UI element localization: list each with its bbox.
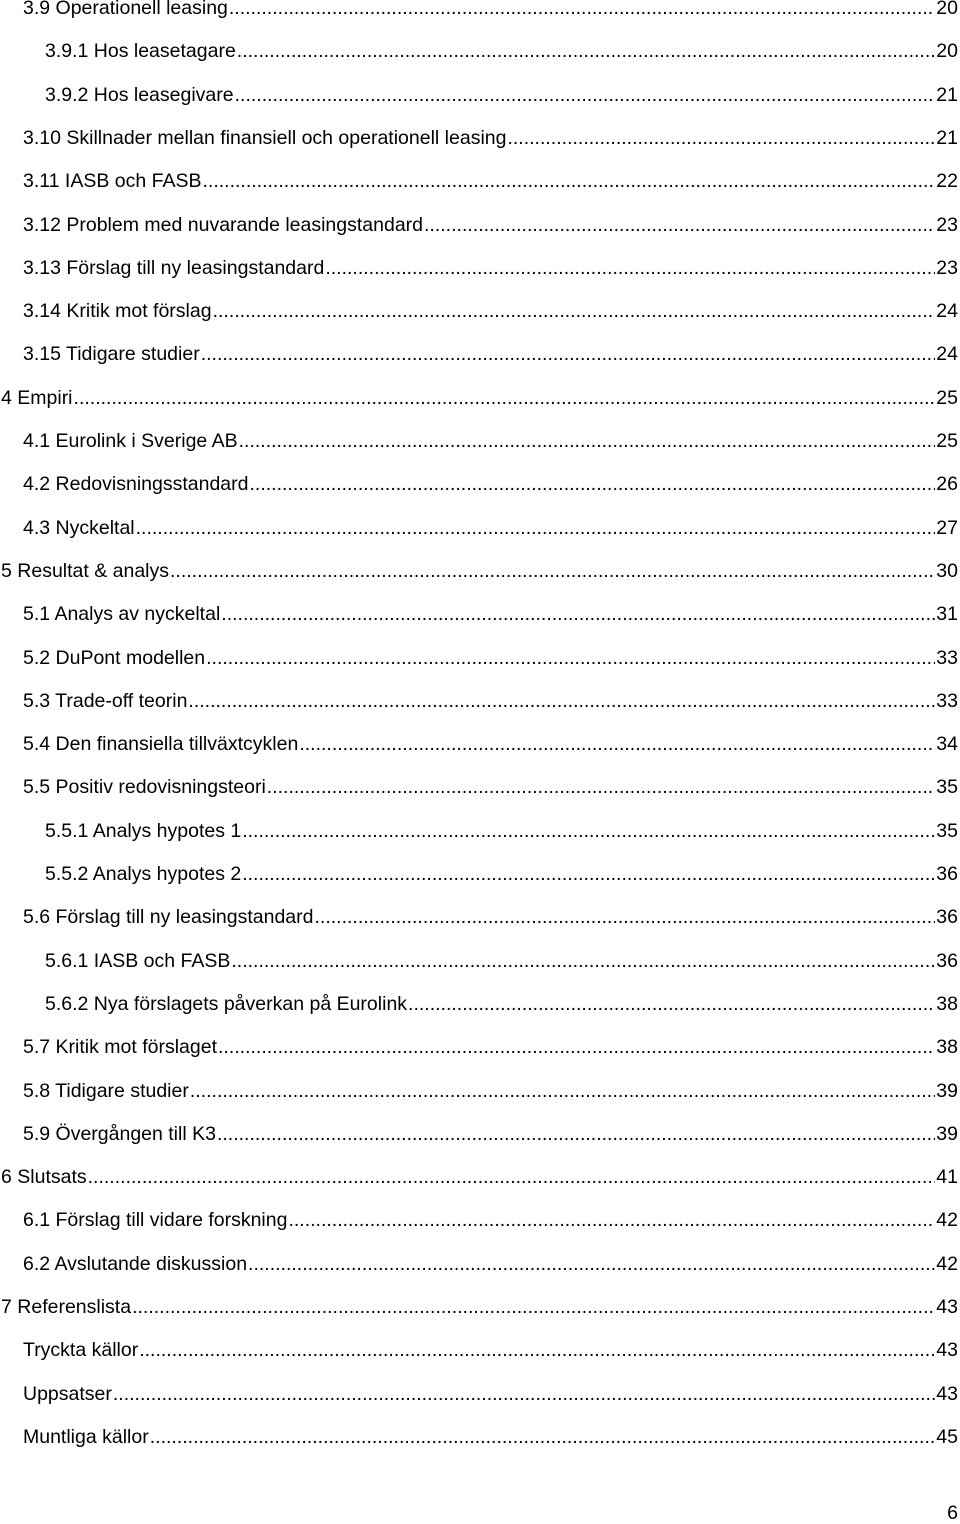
- toc-entry[interactable]: [0, 512, 958, 540]
- page-number: 6: [947, 1502, 958, 1524]
- toc-dot-leader: [242, 862, 935, 886]
- toc-entry[interactable]: [0, 598, 958, 626]
- toc-dot-leader: [213, 299, 936, 323]
- toc-dot-leader: [201, 342, 936, 366]
- toc-entry-page: 45: [936, 1425, 958, 1448]
- toc-entry-title: 3.10 Skillnader mellan finansiell och operationell leasing: [23, 126, 507, 149]
- toc-entry[interactable]: [0, 728, 958, 756]
- toc-dot-leader: [206, 646, 935, 670]
- toc-dot-leader: [190, 1079, 935, 1103]
- toc-entry-title: 5.2 DuPont modellen: [23, 646, 206, 669]
- toc-dot-leader: [132, 1295, 935, 1319]
- toc-entry[interactable]: [0, 1118, 958, 1146]
- toc-dot-leader: [136, 516, 936, 540]
- toc-dot-leader: [239, 429, 936, 453]
- toc-entry-page: 33: [936, 689, 958, 712]
- toc-entry[interactable]: [0, 295, 958, 323]
- toc-entry-title: 4 Empiri: [1, 386, 73, 409]
- toc-entry[interactable]: [0, 79, 958, 107]
- toc-entry-page: 27: [936, 516, 958, 539]
- toc-entry-title: 5.9 Övergången till K3: [23, 1122, 216, 1145]
- toc-dot-leader: [325, 256, 935, 280]
- toc-entry[interactable]: [0, 252, 958, 280]
- toc-entry-title: 3.12 Problem med nuvarande leasingstandard: [23, 213, 424, 236]
- toc-entry-title: 4.3 Nyckeltal: [23, 516, 135, 539]
- toc-entry-page: 24: [936, 343, 958, 366]
- toc-entry-title: 6.1 Förslag till vidare forskning: [23, 1209, 288, 1232]
- toc-entry-title: 5.8 Tidigare studier: [23, 1079, 189, 1102]
- toc-dot-leader: [424, 213, 935, 237]
- toc-entry-title: 5.4 Den finansiella tillväxtcyklen: [23, 733, 299, 756]
- toc-entry-title: 3.14 Kritik mot förslag: [23, 300, 212, 323]
- toc-entry[interactable]: [0, 771, 958, 799]
- toc-entry[interactable]: [0, 35, 958, 63]
- toc-entry[interactable]: [0, 945, 958, 973]
- toc-entry-title: 5.5 Positiv redovisningsteori: [23, 776, 266, 799]
- toc-entry-page: 39: [936, 1079, 958, 1102]
- toc-entry[interactable]: [0, 555, 958, 583]
- toc-dot-leader: [203, 169, 936, 193]
- toc-dot-leader: [139, 1338, 935, 1362]
- toc-entry-title: 3.9.2 Hos leasegivare: [45, 83, 234, 106]
- toc-entry-page: 23: [936, 213, 958, 236]
- toc-entry-page: 43: [936, 1339, 958, 1362]
- toc-dot-leader: [229, 0, 935, 20]
- toc-entry-page: 23: [936, 256, 958, 279]
- toc-entry-title: 6.2 Avslutande diskussion: [23, 1252, 248, 1275]
- toc-entry-page: 20: [936, 0, 958, 19]
- toc-entry-title: 5.5.1 Analys hypotes 1: [45, 819, 242, 842]
- toc-entry[interactable]: [0, 1204, 958, 1232]
- toc-entry-title: 5.7 Kritik mot förslaget: [23, 1036, 217, 1059]
- toc-dot-leader: [248, 1252, 935, 1276]
- toc-entry-title: 5.3 Trade-off teorin: [23, 689, 188, 712]
- toc-entry[interactable]: [0, 382, 958, 410]
- toc-dot-leader: [188, 689, 935, 713]
- toc-entry[interactable]: [0, 0, 958, 20]
- toc-entry-title: Uppsatser: [23, 1382, 112, 1405]
- toc-dot-leader: [218, 1035, 935, 1059]
- toc-entry-title: Muntliga källor: [23, 1425, 149, 1448]
- toc-entry-title: 4.2 Redovisningsstandard: [23, 473, 249, 496]
- toc-entry-title: 3.11 IASB och FASB: [23, 170, 202, 193]
- toc-dot-leader: [288, 1208, 935, 1232]
- toc-dot-leader: [235, 83, 936, 107]
- toc-entry-title: 5 Resultat & analys: [1, 559, 170, 582]
- toc-entry-page: 31: [936, 603, 958, 626]
- toc-entry-page: 36: [936, 949, 958, 972]
- toc-dot-leader: [74, 386, 936, 410]
- toc-entry[interactable]: [0, 1248, 958, 1276]
- toc-dot-leader: [88, 1165, 936, 1189]
- toc-entry[interactable]: [0, 901, 958, 929]
- toc-entry-title: 3.13 Förslag till ny leasingstandard: [23, 256, 325, 279]
- toc-entry[interactable]: [0, 1334, 958, 1362]
- toc-dot-leader: [299, 732, 935, 756]
- toc-dot-leader: [249, 472, 935, 496]
- toc-entry[interactable]: [0, 1378, 958, 1406]
- toc-entry-page: 38: [936, 1036, 958, 1059]
- toc-entry[interactable]: [0, 642, 958, 670]
- toc-dot-leader: [150, 1425, 936, 1449]
- toc-entry-page: 24: [936, 300, 958, 323]
- toc-entry[interactable]: [0, 165, 958, 193]
- toc-entry[interactable]: [0, 209, 958, 237]
- toc-dot-leader: [113, 1382, 935, 1406]
- toc-entry-page: 41: [936, 1166, 958, 1189]
- toc-entry-title: Tryckta källor: [23, 1339, 139, 1362]
- toc-entry-page: 36: [936, 863, 958, 885]
- toc-entry-title: 5.5.2 Analys hypotes 2: [45, 863, 242, 885]
- toc-entry-page: 20: [936, 40, 958, 63]
- toc-entry[interactable]: [0, 685, 958, 713]
- toc-entry-page: 42: [936, 1209, 958, 1232]
- toc-entry-title: 7 Referenslista: [1, 1296, 132, 1318]
- toc-entry[interactable]: [0, 1031, 958, 1059]
- toc-dot-leader: [170, 559, 935, 583]
- toc-entry-page: 43: [936, 1296, 958, 1318]
- toc-entry-page: 38: [936, 992, 958, 1015]
- toc-dot-leader: [507, 126, 935, 150]
- toc-entry-title: 3.9.1 Hos leasetagare: [45, 40, 236, 63]
- toc-entry[interactable]: [0, 858, 958, 886]
- toc-entry-page: 26: [936, 473, 958, 496]
- toc-entry[interactable]: [0, 1075, 958, 1103]
- toc-entry[interactable]: [0, 1161, 958, 1189]
- toc-entry-title: 5.6.1 IASB och FASB: [45, 949, 231, 972]
- toc-entry[interactable]: [0, 815, 958, 843]
- toc-entry-page: 25: [936, 386, 958, 409]
- toc-dot-leader: [231, 949, 935, 973]
- toc-entry-title: 6 Slutsats: [1, 1166, 87, 1189]
- toc-entry[interactable]: [0, 988, 958, 1016]
- toc-entry-title: 4.1 Eurolink i Sverige AB: [23, 430, 238, 452]
- toc-entry-page: 35: [936, 776, 958, 799]
- toc-entry-page: 33: [936, 646, 958, 669]
- toc-dot-leader: [242, 819, 935, 843]
- toc-entry-page: 36: [936, 906, 958, 929]
- toc-dot-leader: [315, 905, 936, 929]
- toc-entry-page: 21: [936, 126, 958, 149]
- toc-entry-page: 43: [936, 1382, 958, 1405]
- toc-entry-page: 30: [936, 559, 958, 582]
- toc-entry[interactable]: [0, 1421, 958, 1449]
- toc-dot-leader: [217, 1122, 935, 1146]
- toc-dot-leader: [408, 992, 935, 1016]
- toc-entry[interactable]: [0, 122, 958, 150]
- toc-dot-leader: [221, 602, 935, 626]
- toc-entry-title: 3.9 Operationell leasing: [23, 0, 228, 19]
- toc-entry[interactable]: [0, 425, 958, 453]
- toc-entry[interactable]: [0, 338, 958, 366]
- toc-entry-page: 25: [936, 430, 958, 452]
- toc-entry-title: 3.15 Tidigare studier: [23, 343, 200, 366]
- toc-dot-leader: [267, 775, 936, 799]
- toc-entry-page: 21: [936, 83, 958, 106]
- toc-entry-page: 35: [936, 819, 958, 842]
- toc-entry-page: 34: [936, 733, 958, 756]
- toc-entry-page: 22: [936, 170, 958, 193]
- toc-entry[interactable]: [0, 1291, 958, 1319]
- toc-entry[interactable]: [0, 468, 958, 496]
- toc-entry-title: 5.6.2 Nya förslagets påverkan på Eurolink: [45, 992, 408, 1015]
- toc-dot-leader: [237, 39, 936, 63]
- toc-entry-page: 42: [936, 1252, 958, 1275]
- toc-entry-title: 5.6 Förslag till ny leasingstandard: [23, 906, 314, 929]
- toc-entry-page: 39: [936, 1122, 958, 1145]
- toc-entry-title: 5.1 Analys av nyckeltal: [23, 603, 221, 626]
